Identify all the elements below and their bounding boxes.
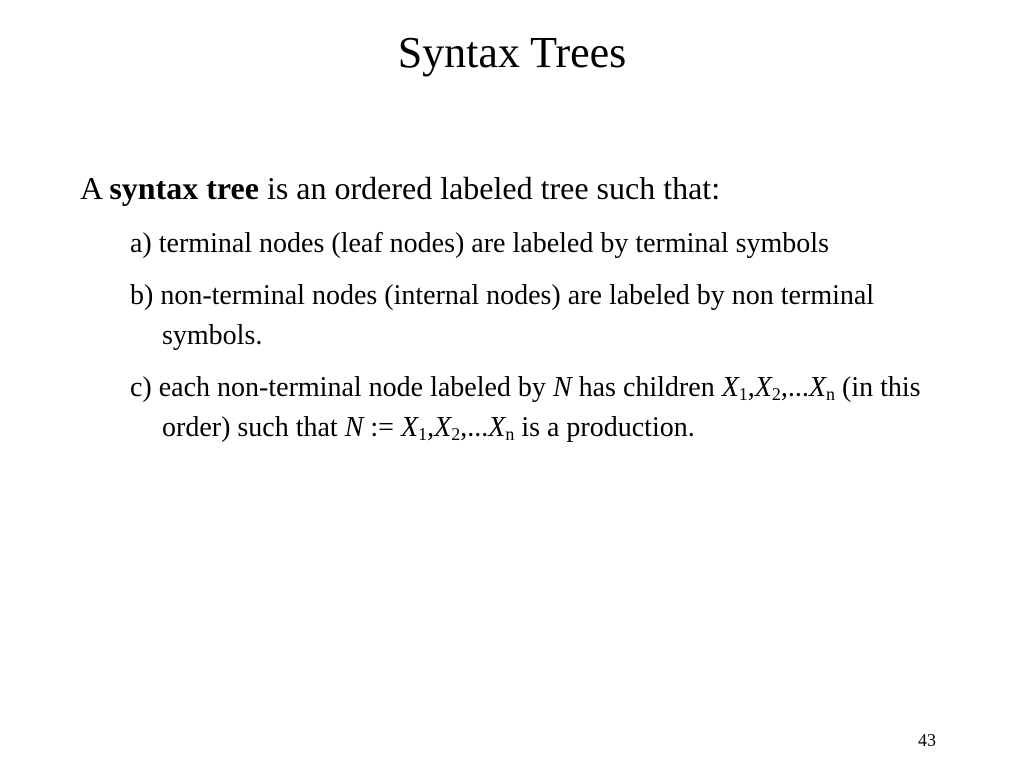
- symbol-n: N: [344, 412, 364, 443]
- symbol-x1: X: [400, 412, 419, 443]
- item-c-text-3: (in this order) such that: [162, 372, 921, 443]
- symbol-xn: X: [488, 412, 506, 443]
- definition-list: [130, 224, 950, 460]
- symbol-n: N: [552, 372, 572, 403]
- ellipsis: ,...: [780, 372, 809, 403]
- subscript-1: 1: [418, 424, 428, 444]
- symbol-x1: X: [721, 372, 739, 403]
- symbol-x2: X: [754, 372, 772, 403]
- symbol-xn: X: [808, 372, 827, 403]
- page-number: 43: [918, 730, 936, 750]
- separator: ,: [427, 412, 435, 443]
- item-c-text-4: is a production.: [514, 412, 695, 443]
- intro-sentence: [80, 166, 960, 210]
- subscript-2: 2: [771, 384, 781, 404]
- symbol-x2: X: [434, 412, 452, 443]
- list-item-b: b) non-terminal nodes (internal nodes) are labeled by non terminal symbols.: [130, 280, 875, 351]
- list-item-c: [130, 368, 950, 448]
- subscript-1: 1: [738, 384, 748, 404]
- item-c-text-1: c) each non-terminal node labeled by: [130, 372, 553, 403]
- item-c-text-2: has children: [571, 372, 722, 403]
- intro-term: syntax tree: [109, 170, 259, 206]
- production-operator: :=: [363, 412, 401, 443]
- subscript-2: 2: [451, 424, 461, 444]
- subscript-n: n: [826, 384, 836, 404]
- ellipsis: ,...: [460, 412, 489, 443]
- intro-suffix: is an ordered labeled tree such that:: [258, 170, 721, 206]
- list-item-a: a) terminal nodes (leaf nodes) are labeled by terminal symbols: [130, 228, 829, 259]
- subscript-n: n: [505, 424, 515, 444]
- slide-title: Syntax Trees: [397, 28, 627, 77]
- intro-prefix: A: [80, 170, 110, 206]
- separator: ,: [747, 372, 755, 403]
